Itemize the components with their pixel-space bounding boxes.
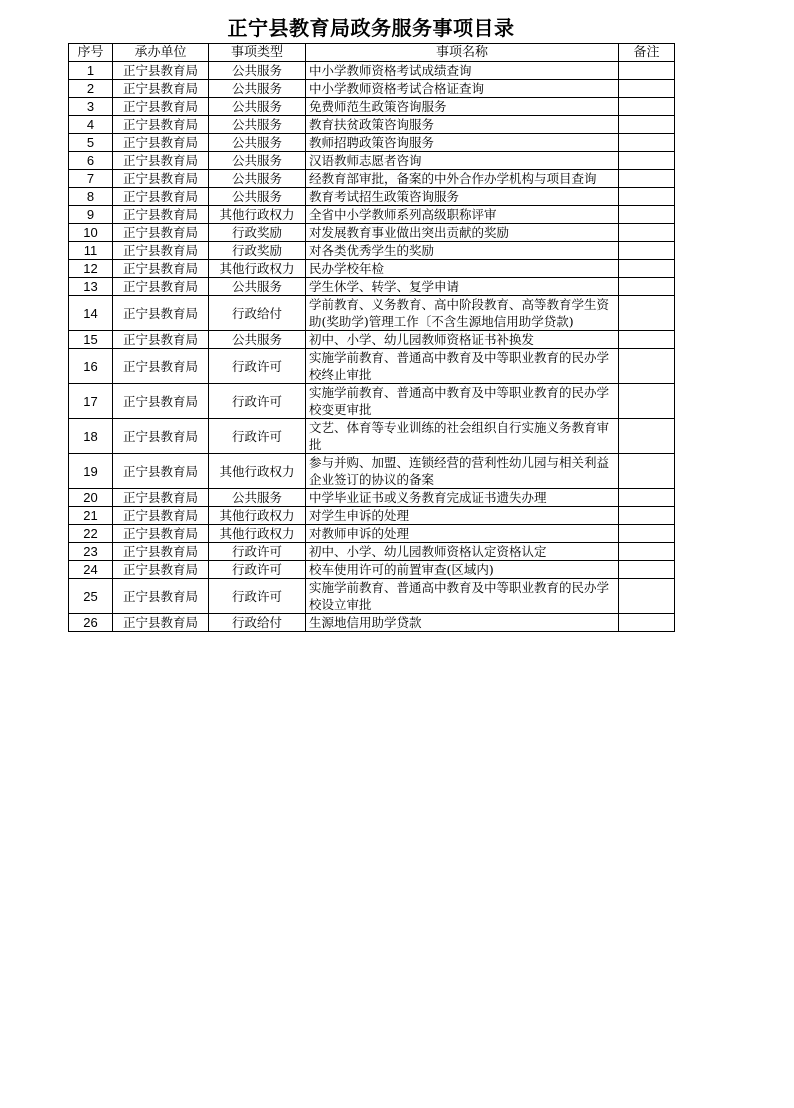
row-unit: 正宁县教育局 — [113, 260, 209, 278]
row-item-name: 教育扶贫政策咨询服务 — [306, 116, 619, 134]
table-row — [69, 614, 675, 632]
table-row — [69, 278, 675, 296]
row-note — [619, 278, 675, 296]
row-number: 16 — [69, 349, 113, 384]
row-note — [619, 170, 675, 188]
row-note — [619, 188, 675, 206]
row-item-name: 对学生申诉的处理 — [306, 507, 619, 525]
row-item-name: 免费师范生政策咨询服务 — [306, 98, 619, 116]
row-type: 其他行政权力 — [209, 206, 306, 224]
row-number: 6 — [69, 152, 113, 170]
table-row — [69, 454, 675, 489]
table-row — [69, 384, 675, 419]
table-row — [69, 543, 675, 561]
row-note — [619, 489, 675, 507]
row-type: 行政许可 — [209, 384, 306, 419]
row-note — [619, 152, 675, 170]
row-type: 公共服务 — [209, 134, 306, 152]
row-number: 26 — [69, 614, 113, 632]
header-name: 事项名称 — [306, 44, 619, 62]
row-number: 21 — [69, 507, 113, 525]
row-unit: 正宁县教育局 — [113, 349, 209, 384]
row-number: 12 — [69, 260, 113, 278]
header-type: 事项类型 — [209, 44, 306, 62]
row-number: 24 — [69, 561, 113, 579]
row-unit: 正宁县教育局 — [113, 242, 209, 260]
row-number: 18 — [69, 419, 113, 454]
row-item-name: 生源地信用助学贷款 — [306, 614, 619, 632]
row-unit: 正宁县教育局 — [113, 454, 209, 489]
row-note — [619, 116, 675, 134]
header-no: 序号 — [69, 44, 113, 62]
row-unit: 正宁县教育局 — [113, 188, 209, 206]
table-body — [69, 62, 675, 632]
row-type: 公共服务 — [209, 278, 306, 296]
table-row — [69, 188, 675, 206]
row-note — [619, 62, 675, 80]
row-type: 行政许可 — [209, 349, 306, 384]
row-note — [619, 454, 675, 489]
row-number: 5 — [69, 134, 113, 152]
row-unit: 正宁县教育局 — [113, 543, 209, 561]
row-number: 4 — [69, 116, 113, 134]
row-unit: 正宁县教育局 — [113, 62, 209, 80]
table-row — [69, 296, 675, 331]
row-note — [619, 561, 675, 579]
table-row — [69, 134, 675, 152]
table-row — [69, 206, 675, 224]
row-type: 公共服务 — [209, 116, 306, 134]
row-type: 其他行政权力 — [209, 507, 306, 525]
row-item-name: 经教育部审批，备案的中外合作办学机构与项目查询 — [306, 170, 619, 188]
row-number: 11 — [69, 242, 113, 260]
row-unit: 正宁县教育局 — [113, 331, 209, 349]
row-number: 20 — [69, 489, 113, 507]
table-row — [69, 489, 675, 507]
table-row — [69, 224, 675, 242]
table-row — [69, 331, 675, 349]
table-row — [69, 116, 675, 134]
row-number: 2 — [69, 80, 113, 98]
header-unit: 承办单位 — [113, 44, 209, 62]
row-type: 行政许可 — [209, 419, 306, 454]
row-item-name: 实施学前教育、普通高中教育及中等职业教育的民办学校设立审批 — [306, 579, 619, 614]
row-type: 行政奖励 — [209, 224, 306, 242]
row-item-name: 学前教育、义务教育、高中阶段教育、高等教育学生资助(奖助学)管理工作〔不含生源地信用助学贷款) — [306, 296, 619, 331]
row-number: 15 — [69, 331, 113, 349]
row-note — [619, 296, 675, 331]
row-type: 公共服务 — [209, 80, 306, 98]
row-unit: 正宁县教育局 — [113, 507, 209, 525]
row-item-name: 初中、小学、幼儿园教师资格认定资格认定 — [306, 543, 619, 561]
row-item-name: 实施学前教育、普通高中教育及中等职业教育的民办学校终止审批 — [306, 349, 619, 384]
row-note — [619, 614, 675, 632]
row-number: 10 — [69, 224, 113, 242]
table-row — [69, 579, 675, 614]
row-unit: 正宁县教育局 — [113, 296, 209, 331]
row-item-name: 民办学校年检 — [306, 260, 619, 278]
row-note — [619, 98, 675, 116]
table-row — [69, 525, 675, 543]
row-type: 其他行政权力 — [209, 454, 306, 489]
row-item-name: 对各类优秀学生的奖励 — [306, 242, 619, 260]
row-unit: 正宁县教育局 — [113, 206, 209, 224]
row-note — [619, 224, 675, 242]
row-item-name: 中小学教师资格考试成绩查询 — [306, 62, 619, 80]
row-number: 9 — [69, 206, 113, 224]
row-unit: 正宁县教育局 — [113, 384, 209, 419]
row-item-name: 中小学教师资格考试合格证查询 — [306, 80, 619, 98]
row-item-name: 对发展教育事业做出突出贡献的奖励 — [306, 224, 619, 242]
row-note — [619, 525, 675, 543]
header-note: 备注 — [619, 44, 675, 62]
row-type: 其他行政权力 — [209, 260, 306, 278]
row-type: 行政许可 — [209, 543, 306, 561]
table-header-row — [69, 44, 675, 62]
row-item-name: 校车使用许可的前置审查(区域内) — [306, 561, 619, 579]
row-item-name: 实施学前教育、普通高中教育及中等职业教育的民办学校变更审批 — [306, 384, 619, 419]
row-note — [619, 80, 675, 98]
row-unit: 正宁县教育局 — [113, 152, 209, 170]
service-catalog-table — [68, 43, 675, 632]
table-row — [69, 507, 675, 525]
row-item-name: 教育考试招生政策咨询服务 — [306, 188, 619, 206]
row-item-name: 文艺、体育等专业训练的社会组织自行实施义务教育审批 — [306, 419, 619, 454]
row-unit: 正宁县教育局 — [113, 224, 209, 242]
row-unit: 正宁县教育局 — [113, 561, 209, 579]
row-number: 22 — [69, 525, 113, 543]
row-number: 8 — [69, 188, 113, 206]
row-type: 公共服务 — [209, 170, 306, 188]
row-type: 其他行政权力 — [209, 525, 306, 543]
row-number: 19 — [69, 454, 113, 489]
table-row — [69, 260, 675, 278]
row-note — [619, 206, 675, 224]
row-item-name: 全省中小学教师系列高级职称评审 — [306, 206, 619, 224]
row-type: 行政给付 — [209, 296, 306, 331]
row-item-name: 对教师申诉的处理 — [306, 525, 619, 543]
table-row — [69, 242, 675, 260]
row-number: 25 — [69, 579, 113, 614]
row-type: 行政奖励 — [209, 242, 306, 260]
table-row — [69, 98, 675, 116]
table-row — [69, 170, 675, 188]
row-item-name: 教师招聘政策咨询服务 — [306, 134, 619, 152]
row-unit: 正宁县教育局 — [113, 489, 209, 507]
row-item-name: 汉语教师志愿者咨询 — [306, 152, 619, 170]
row-note — [619, 331, 675, 349]
row-note — [619, 349, 675, 384]
row-note — [619, 260, 675, 278]
row-note — [619, 134, 675, 152]
row-type: 公共服务 — [209, 62, 306, 80]
table-row — [69, 349, 675, 384]
row-unit: 正宁县教育局 — [113, 170, 209, 188]
row-number: 14 — [69, 296, 113, 331]
row-unit: 正宁县教育局 — [113, 98, 209, 116]
row-unit: 正宁县教育局 — [113, 80, 209, 98]
row-note — [619, 384, 675, 419]
row-unit: 正宁县教育局 — [113, 525, 209, 543]
row-item-name: 学生休学、转学、复学申请 — [306, 278, 619, 296]
document-title: 正宁县教育局政务服务事项目录 — [227, 16, 515, 40]
table-row — [69, 62, 675, 80]
row-unit: 正宁县教育局 — [113, 134, 209, 152]
row-number: 7 — [69, 170, 113, 188]
row-item-name: 参与并购、加盟、连锁经营的营利性幼儿园与相关利益企业签订的协议的备案 — [306, 454, 619, 489]
table-row — [69, 152, 675, 170]
row-item-name: 中学毕业证书或义务教育完成证书遗失办理 — [306, 489, 619, 507]
row-unit: 正宁县教育局 — [113, 278, 209, 296]
row-number: 3 — [69, 98, 113, 116]
row-type: 公共服务 — [209, 331, 306, 349]
row-note — [619, 242, 675, 260]
row-unit: 正宁县教育局 — [113, 419, 209, 454]
table-row — [69, 80, 675, 98]
row-number: 23 — [69, 543, 113, 561]
row-unit: 正宁县教育局 — [113, 579, 209, 614]
table-row — [69, 561, 675, 579]
row-type: 行政许可 — [209, 579, 306, 614]
row-type: 行政许可 — [209, 561, 306, 579]
row-number: 17 — [69, 384, 113, 419]
row-note — [619, 507, 675, 525]
row-note — [619, 543, 675, 561]
table-row — [69, 419, 675, 454]
row-note — [619, 419, 675, 454]
row-type: 行政给付 — [209, 614, 306, 632]
row-number: 13 — [69, 278, 113, 296]
row-unit: 正宁县教育局 — [113, 614, 209, 632]
row-unit: 正宁县教育局 — [113, 116, 209, 134]
row-note — [619, 579, 675, 614]
row-type: 公共服务 — [209, 188, 306, 206]
row-type: 公共服务 — [209, 152, 306, 170]
row-item-name: 初中、小学、幼儿园教师资格证书补换发 — [306, 331, 619, 349]
row-number: 1 — [69, 62, 113, 80]
row-type: 公共服务 — [209, 489, 306, 507]
row-type: 公共服务 — [209, 98, 306, 116]
